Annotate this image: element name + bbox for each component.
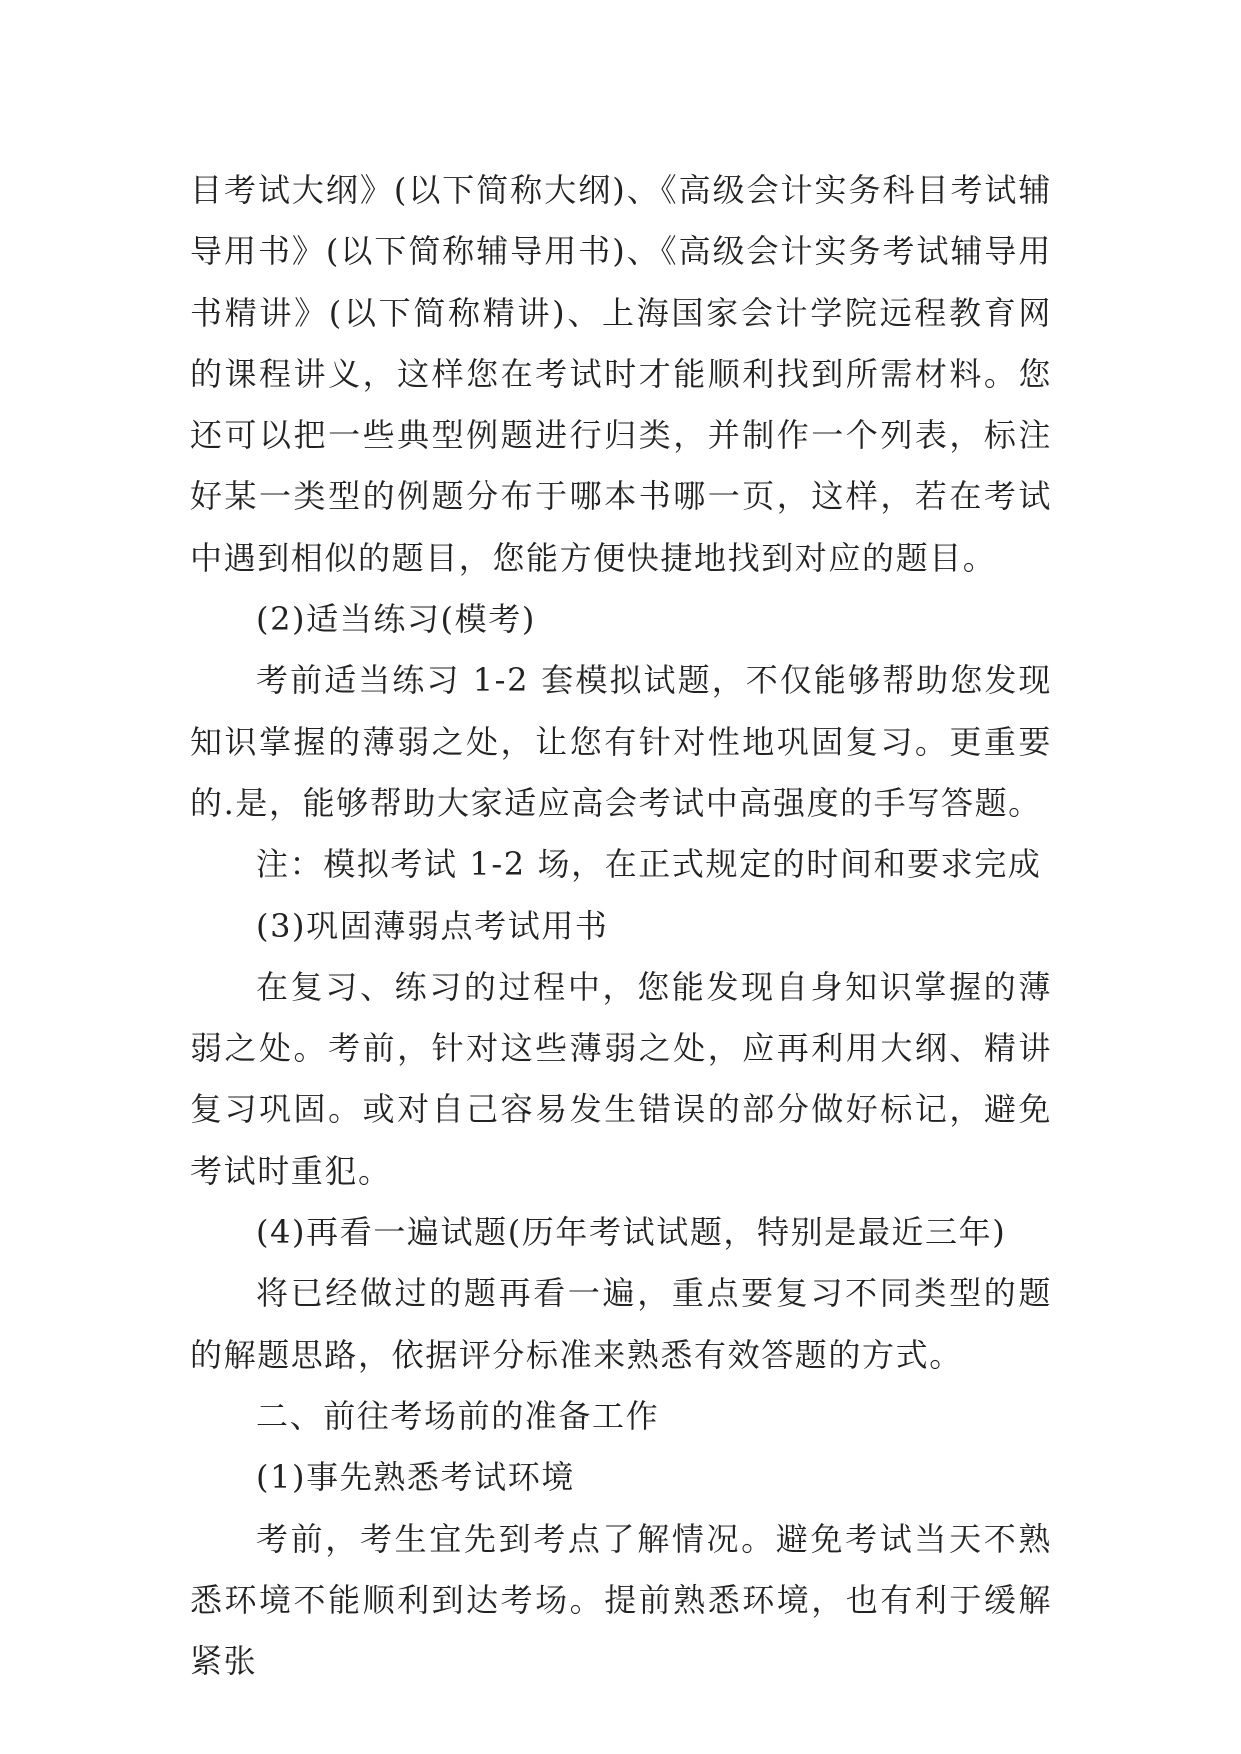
paragraph-mock-exams: 考前适当练习 1-2 套模拟试题，不仅能够帮助您发现知识掌握的薄弱之处，让您有针对性地巩固复习。更重要的.是，能够帮助大家适应高会考试中高强度的手写答题。 xyxy=(190,661,1052,822)
document-body xyxy=(190,160,1052,1692)
heading-review-past-exams: (4)再看一遍试题(历年考试试题，特别是最近三年) xyxy=(256,1213,1007,1252)
heading-weak-points: (3)巩固薄弱点考试用书 xyxy=(256,906,609,945)
paragraph-reference-materials: 目考试大纲》(以下简称大纲)、《高级会计实务科目考试辅导用书》(以下简称辅导用书)、《高级会计实务考试辅导用书精讲》(以下简称精讲)、上海国家会计学院远程教育网的课程讲义，这样您在考试时才能顺利找到所需材料。您还可以把一些典型例题进行归类，并制作一个列表，标注好某一类型的例题分布于哪本书哪一页，这样，若在考试中遇到相似的题目，您能方便快捷地找到对应的题目。 xyxy=(190,171,1052,577)
heading-familiarize-environment: (1)事先熟悉考试环境 xyxy=(256,1458,575,1497)
paragraph-familiarize-environment: 考前，考生宜先到考点了解情况。避免考试当天不熟悉环境不能顺利到达考场。提前熟悉环境，也有利于缓解紧张 xyxy=(190,1519,1052,1681)
heading-appropriate-practice: (2)适当练习(模考) xyxy=(256,600,536,639)
paragraph-review-past-exams: 将已经做过的题再看一遍，重点要复习不同类型的题的解题思路，依据评分标准来熟悉有效答题的方式。 xyxy=(190,1274,1052,1374)
section-heading-preparation: 二、前往考场前的准备工作 xyxy=(256,1396,660,1435)
paragraph-weak-points: 在复习、练习的过程中，您能发现自身知识掌握的薄弱之处。考前，针对这些薄弱之处，应再利用大纲、精讲复习巩固。或对自己容易发生错误的部分做好标记，避免考试时重犯。 xyxy=(190,967,1052,1190)
paragraph-note: 注：模拟考试 1-2 场，在正式规定的时间和要求完成 xyxy=(256,845,1042,884)
